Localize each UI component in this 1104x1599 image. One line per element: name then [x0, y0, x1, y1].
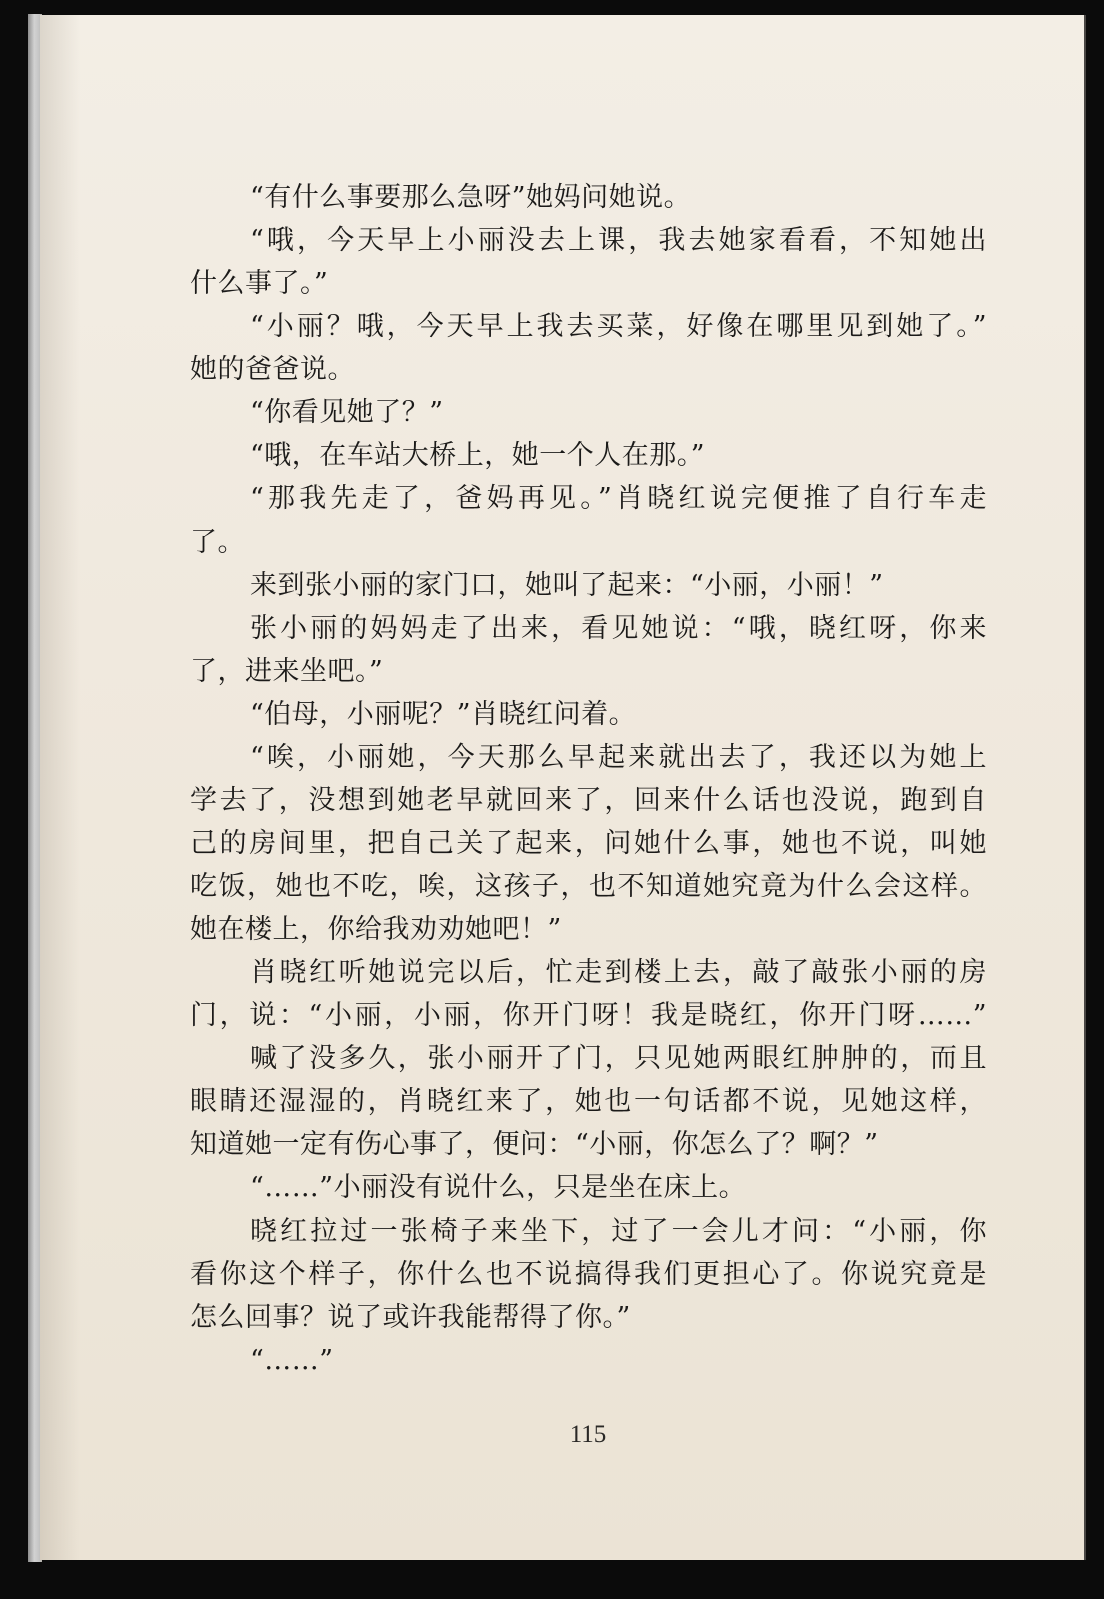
text-line: 肖晓红听她说完以后，忙走到楼上去，敲了敲张小丽的房	[250, 957, 987, 989]
paragraph	[190, 391, 987, 434]
paragraph	[190, 305, 987, 391]
text-line: 知道她一定有伤心事了，便问：“小丽，你怎么了？啊？”	[190, 1129, 879, 1161]
paragraph	[190, 176, 987, 219]
text-line: “……”小丽没有说什么，只是坐在床上。	[250, 1172, 747, 1204]
text-line: 己的房间里，把自己关了起来，问她什么事，她也不说，叫她	[190, 827, 987, 859]
paragraph	[190, 1339, 987, 1382]
text-line: “小丽？哦，今天早上我去买菜，好像在哪里见到她了。”	[250, 311, 987, 343]
paragraph	[190, 1166, 987, 1209]
paragraph	[190, 1210, 987, 1339]
page-shadow	[40, 15, 80, 1560]
text-line: 眼睛还湿湿的，肖晓红来了，她也一句话都不说，见她这样，	[190, 1086, 987, 1118]
text-line: 来到张小丽的家门口，她叫了起来：“小丽，小丽！”	[250, 569, 884, 601]
text-line: 她在楼上，你给我劝劝她吧！”	[190, 914, 562, 946]
text-line: 吃饭，她也不吃，唉，这孩子，也不知道她究竟为什么会这样。	[190, 871, 987, 902]
text-line: “唉，小丽她，今天那么早起来就出去了，我还以为她上	[250, 741, 987, 773]
paragraph	[190, 693, 987, 736]
paragraph	[190, 434, 987, 477]
text-line: 怎么回事？说了或许我能帮得了你。”	[190, 1301, 631, 1333]
text-line: “……”	[250, 1344, 334, 1376]
text-line: “哦，在车站大桥上，她一个人在那。”	[250, 440, 706, 472]
paragraph	[190, 1037, 987, 1166]
text-line: “那我先走了，爸妈再见。”肖晓红说完便推了自行车走	[250, 483, 987, 515]
paragraph	[190, 477, 987, 563]
page-number: 115	[569, 1421, 607, 1448]
text-line: “有什么事要那么急呀”她妈问她说。	[250, 182, 692, 213]
paragraph	[190, 951, 987, 1037]
text-column	[190, 176, 987, 1382]
paragraph	[190, 219, 987, 305]
text-line: 张小丽的妈妈走了出来，看见她说：“哦，晓红呀，你来	[250, 612, 987, 644]
text-line: 晓红拉过一张椅子来坐下，过了一会儿才问：“小丽，你	[250, 1215, 987, 1247]
text-line: 学去了，没想到她老早就回来了，回来什么话也没说，跑到自	[190, 784, 987, 816]
text-line: “伯母，小丽呢？”肖晓红问着。	[250, 698, 637, 730]
text-line: 门，说：“小丽，小丽，你开门呀！我是晓红，你开门呀……”	[190, 1000, 987, 1032]
paragraph	[190, 564, 987, 607]
text-line: 喊了没多久，张小丽开了门，只见她两眼红肿肿的，而且	[250, 1043, 987, 1075]
text-line: 看你这个样子，你什么也不说搞得我们更担心了。你说究竟是	[190, 1258, 987, 1290]
text-line: “你看见她了？”	[250, 397, 444, 429]
text-line: 了，进来坐吧。”	[190, 655, 384, 687]
text-line: 什么事了。”	[190, 268, 329, 300]
paragraph	[190, 736, 987, 951]
book-page	[40, 15, 1086, 1560]
text-line: 了。	[190, 526, 245, 558]
text-line: 她的爸爸说。	[190, 354, 355, 386]
text-line: “哦，今天早上小丽没去上课，我去她家看看，不知她出	[250, 225, 987, 257]
paragraph	[190, 607, 987, 693]
